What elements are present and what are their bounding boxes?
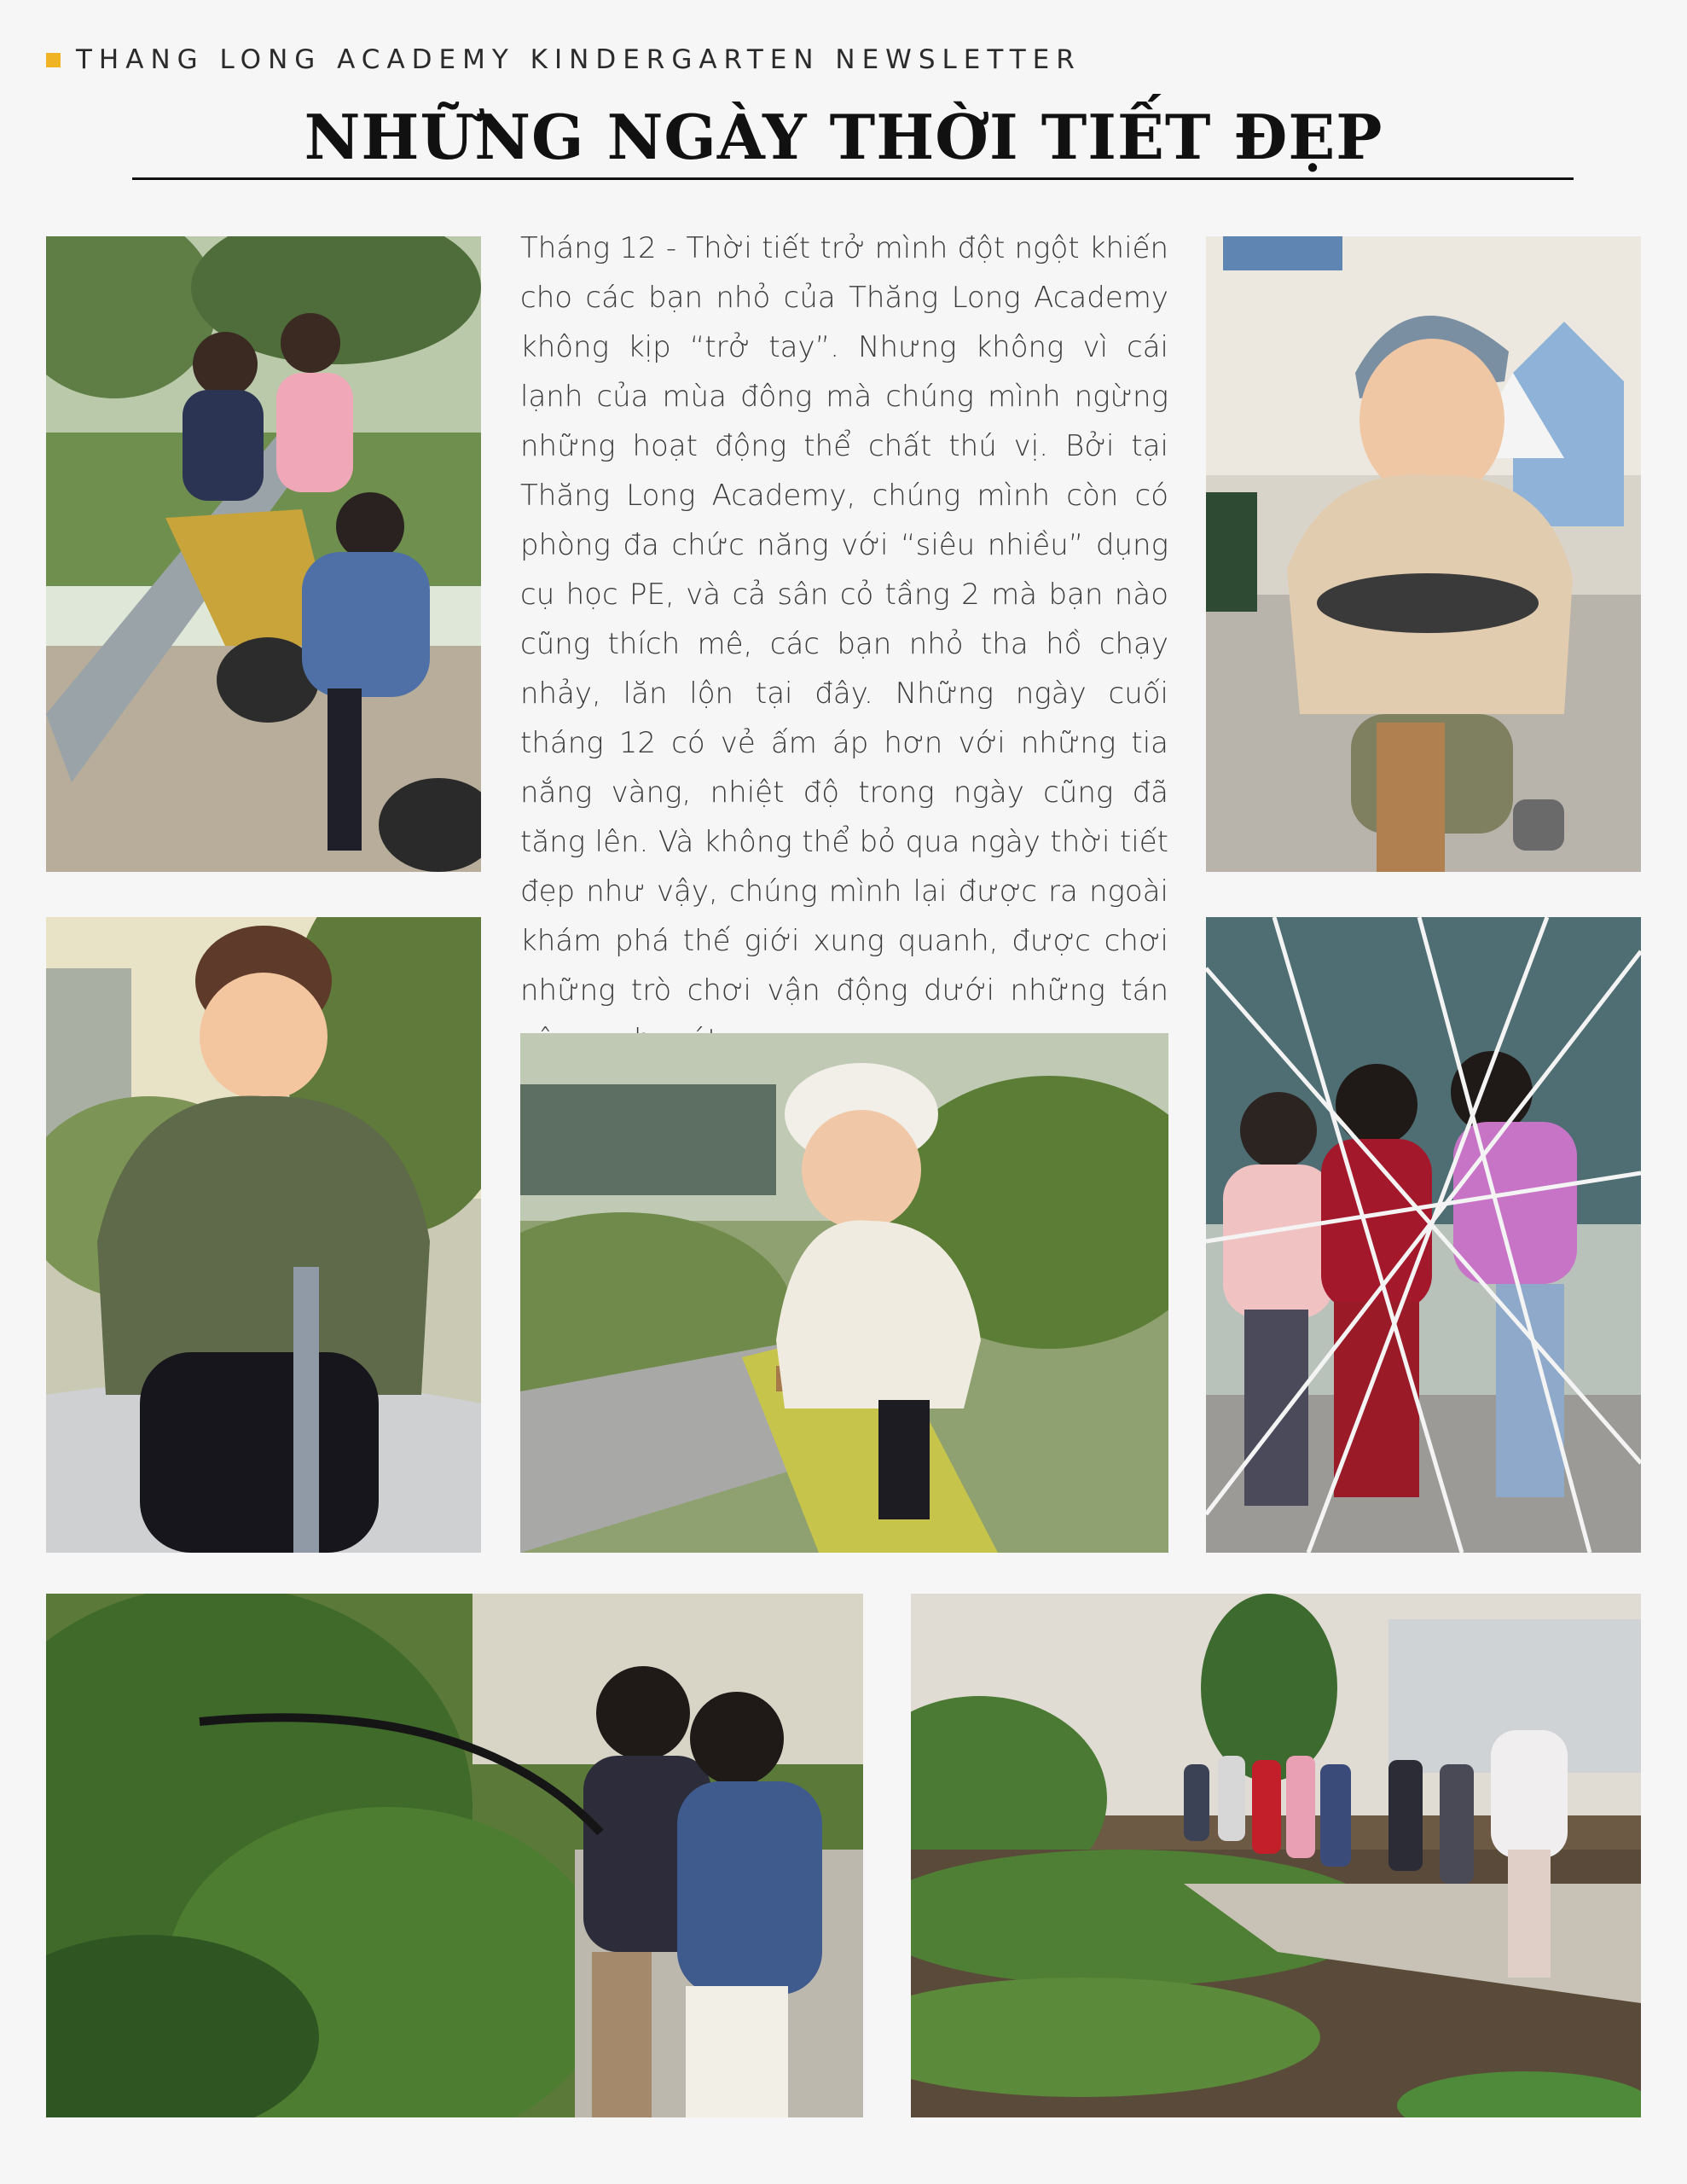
photo-boys-watering-plants [46,1594,863,2117]
square-bullet-icon [46,53,61,67]
photo-child-in-knit-hat [46,917,481,1553]
page-title: NHỮNG NGÀY THỜI TIẾT ĐẸP [304,101,1383,173]
title-divider [132,177,1574,180]
photo-child-in-bucket-hat [520,1033,1168,1553]
newsletter-header [46,44,1081,75]
article-body: Tháng 12 - Thời tiết trở mình đột ngột khiến cho các bạn nhỏ của Thăng Long Academy không kịp “trở tay”. Nhưng không vì cái lạnh của mùa đông mà chúng mình ngừng những hoạt động thể chất thú vị. Bởi tại Thăng Long Academy, chúng mình còn có phòng đa chức năng với “siêu nhiều” dụng cụ học PE, và cả sân cỏ tầng 2 mà bạn nào cũng thích mê, các bạn nhỏ tha hồ chạy nhảy, lăn lộn tại đây. Những ngày cuối tháng 12 có vẻ ấm áp hơn với những tia nắng vàng, nhiệt độ trong ngày cũng đã tăng lên. Và không thể bỏ qua ngày thời tiết đẹp như vậy, chúng mình lại được ra ngoài khám phá thế giới xung quanh, được chơi những trò chơi vận động dưới những tán [520,231,1168,1008]
photo-children-by-garden [911,1594,1641,2117]
photo-toddler-with-cap [1206,236,1641,872]
photo-girls-at-rope-net [1206,917,1641,1553]
photo-kids-on-slide [46,236,481,872]
newsletter-label: THANG LONG ACADEMY KINDERGARTEN NEWSLETTER [76,44,1081,75]
